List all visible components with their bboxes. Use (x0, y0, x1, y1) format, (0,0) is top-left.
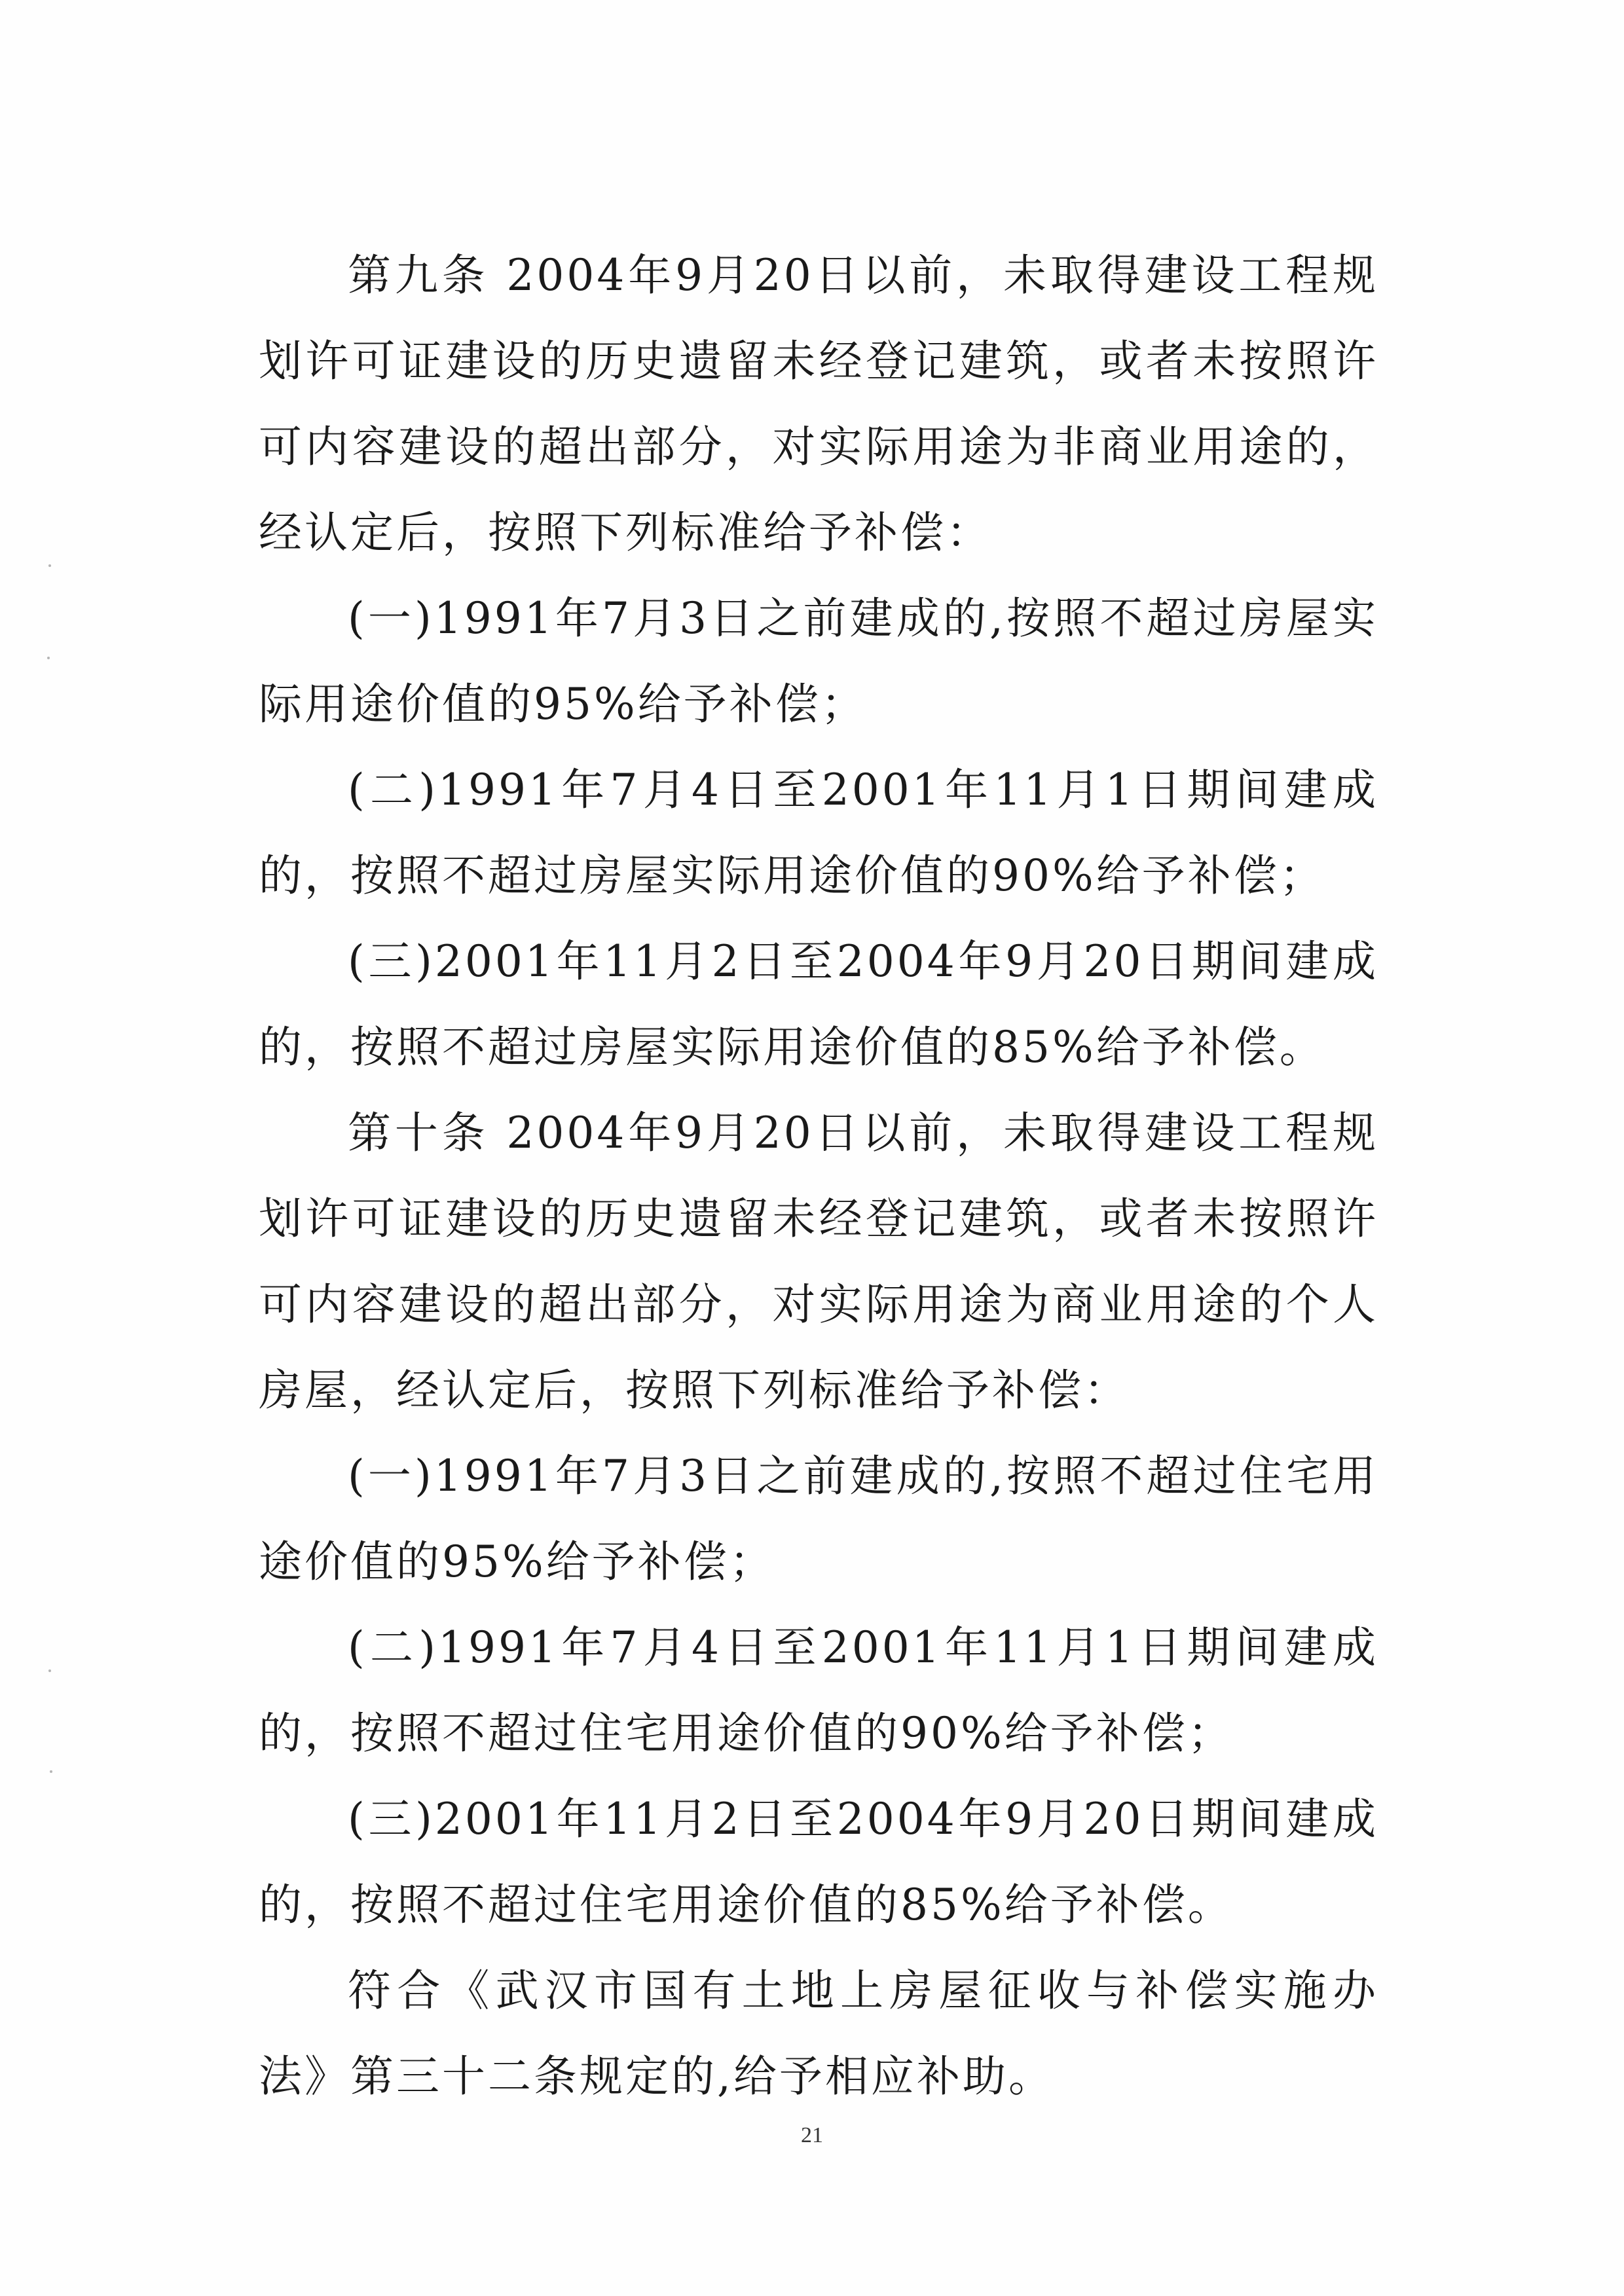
article-10-item-1: (一)1991年7月3日之前建成的,按照不超过住宅用途价值的95%给予补偿； (259, 1451, 1378, 1587)
scan-speck (48, 564, 51, 567)
subsidy-paragraph: 符合《武汉市国有土地上房屋征收与补偿实施办法》第三十二条规定的,给予相应补助。 (259, 1965, 1378, 2102)
article-9-item-3: (三)2001年11月2日至2004年9月20日期间建成的，按照不超过房屋实际用途价值的85%给予补偿。 (259, 936, 1378, 1072)
article-9-intro: 第九条 2004年9月20日以前，未取得建设工程规划许可证建设的历史遗留未经登记建筑，或者未按照许可内容建设的超出部分，对实际用途为非商业用途的，经认定后，按照下列标准给予补偿： (259, 250, 1378, 558)
scan-speck (47, 657, 50, 659)
scan-speck (50, 1770, 52, 1773)
article-10-item-3: (三)2001年11月2日至2004年9月20日期间建成的，按照不超过住宅用途价值的85%给予补偿。 (259, 1794, 1378, 1930)
page-number: 21 (801, 2123, 823, 2147)
article-9-item-2: (二)1991年7月4日至2001年11月1日期间建成的，按照不超过房屋实际用途价值的90%给予补偿； (259, 765, 1378, 901)
article-9-item-1: (一)1991年7月3日之前建成的,按照不超过房屋实际用途价值的95%给予补偿； (259, 593, 1378, 729)
document-body (259, 232, 1378, 2119)
article-10-intro: 第十条 2004年9月20日以前，未取得建设工程规划许可证建设的历史遗留未经登记建筑，或者未按照许可内容建设的超出部分，对实际用途为商业用途的个人房屋，经认定后，按照下列标准给予补偿： (259, 1108, 1378, 1415)
article-10-item-2: (二)1991年7月4日至2001年11月1日期间建成的，按照不超过住宅用途价值的90%给予补偿； (259, 1622, 1378, 1758)
scan-speck (48, 1669, 51, 1672)
